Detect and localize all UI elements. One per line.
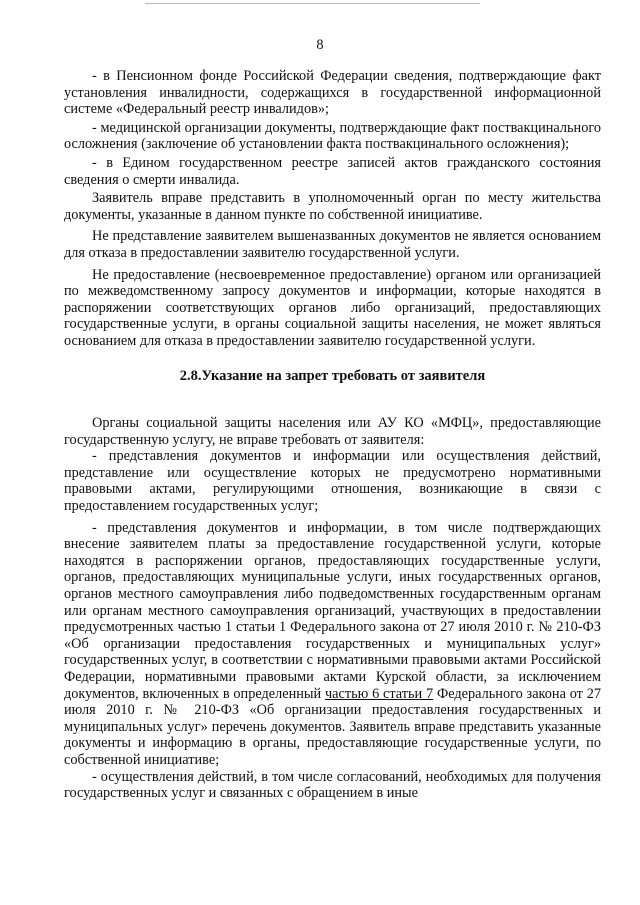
- paragraph-authorities: Органы социальной защиты населения или АУ КО «МФЦ», предоставляющие государственную услугу, не вправе требовать от заявителя:: [64, 415, 601, 448]
- paragraph-applicant-right: Заявитель вправе представить в уполномоченный орган по месту жительства документы, указанные в данном пункте по собственной инициативе.: [64, 190, 601, 223]
- paragraph-civil-registry: - в Едином государственном реестре записей актов гражданского состояния сведения о смерти инвалида.: [64, 154, 601, 188]
- paragraph-non-submission: Не представление заявителем вышеназванных документов не является основанием для отказа в предоставлении заявителю государственной услуги.: [64, 228, 601, 261]
- section-heading: 2.8.Указание на запрет требовать от заявителя: [179, 367, 486, 384]
- paragraph-requirement-2: [64, 520, 601, 769]
- paragraph-requirement-2-text: - представления документов и информации, в том числе подтверждающих внесение заявителем платы за предоставление государственной услуги, которые находятся в распоряжении органов, предоставляющих государственные услуги, органов, предоставляющих муниципальные услуги, иных государственных органов, органов местного самоуправления либо подведомственных государственным органам или органам местного самоуправления организаций, участвующих в предоставлении предусмотренных частью 1 статьи 1 Федерального закона от 27 июля 2010 г. № 210-ФЗ «Об организации предоставления государственных и муниципальных услуг» государственных услуг, в соответствии с нормативными правовыми актами Российской Федерации, нормативными правовыми актами Курской области, за исключением документов, включенных в определенный: [64, 519, 601, 702]
- paragraph-requirement-1: - представления документов и информации или осуществления действий, представление или осуществление которых не предусмотрено нормативными правовыми актами, регулирующими отношения, возникающие в связи с предоставлением государственных услуг;: [64, 448, 601, 515]
- law-reference-link[interactable]: частью 6 статьи 7: [324, 685, 434, 702]
- paragraph-requirement-3: - осуществления действий, в том числе согласований, необходимых для получения государственных услуг и связанных с обращением в иные: [64, 768, 601, 802]
- paragraph-pension-fund: - в Пенсионном фонде Российской Федерации сведения, подтверждающие факт установления инвалидности, содержащихся в государственной информационной системе «Федеральный реестр инвалидов»;: [64, 68, 601, 118]
- page-number: 8: [316, 37, 324, 53]
- scan-edge-line: [145, 3, 480, 4]
- paragraph-medical-organization: - медицинской организации документы, подтверждающие факт поствакцинального осложнения (заключение об установлении факта поствакцинального осложнения);: [64, 119, 601, 153]
- document-body: [64, 68, 601, 802]
- paragraph-interagency-request: Не предоставление (несвоевременное предоставление) органом или организацией по межведомственному запросу документов и информации, которые находятся в распоряжении соответствующих органов либо организаций, предоставляющих государственные услуги, в органы социальной защиты населения, не может являться основанием для отказа в предоставлении заявителю государственной услуги.: [64, 266, 601, 349]
- paragraph-requirement-2-text-end: Федерального закона от 27 июля 2010 г. № 210-ФЗ «Об организации предоставления государственных и муниципальных услуг» перечень документов. Заявитель вправе представить указанные документы и информацию в органы, предоставляющие государственные услуги, по собственной инициативе;: [64, 685, 602, 768]
